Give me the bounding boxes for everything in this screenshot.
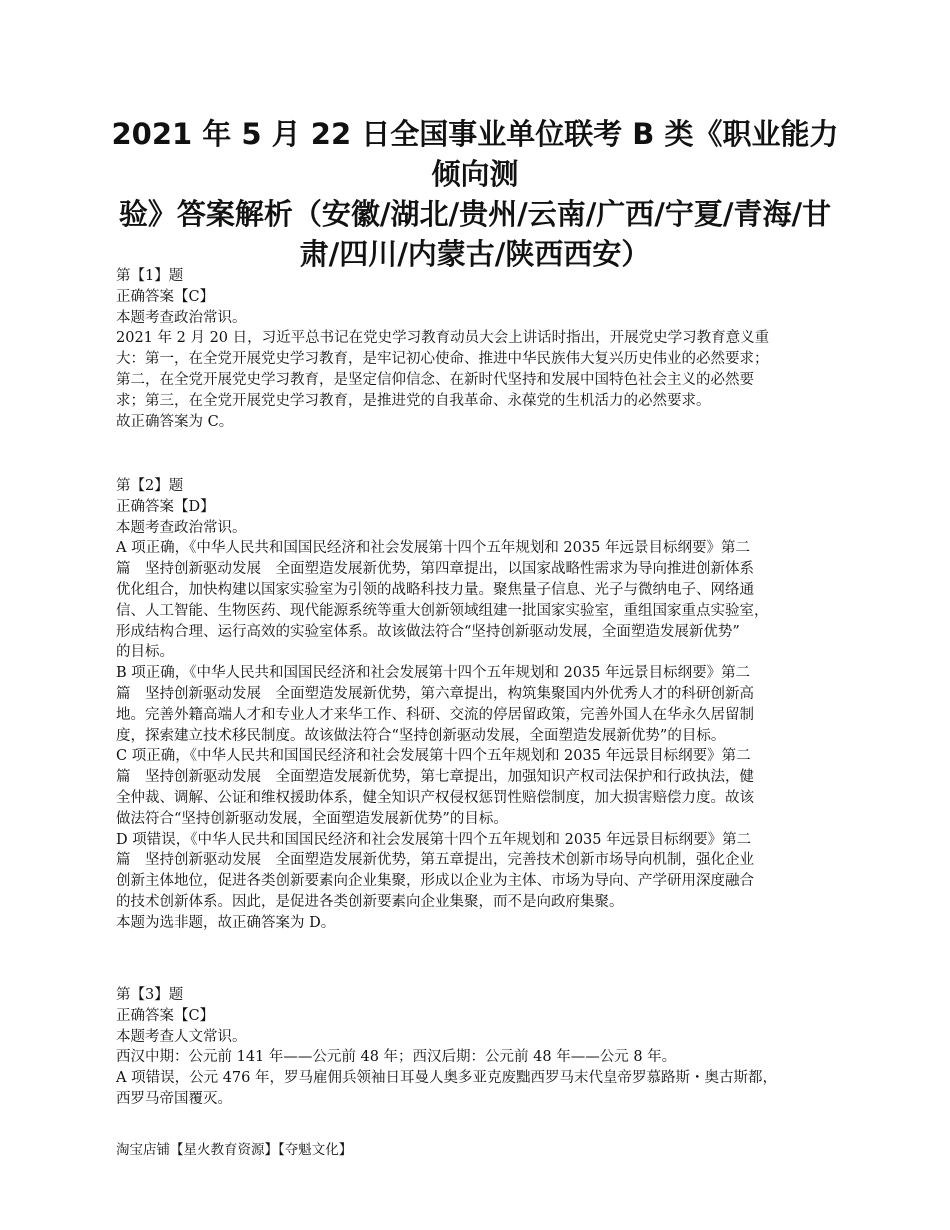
explanation-line: 求；第三，在全党开展党史学习教育，是推进党的自我革命、永葆党的生机活力的必然要求。 (116, 392, 711, 409)
title-line: 2021 年 5 月 22 日全国事业单位联考 B 类《职业能力倾向测 (111, 117, 839, 191)
explanation-line: 本题考查人文常识。 (116, 1028, 247, 1045)
explanation-line: 第二，在全党开展党史学习教育，是坚定信仰信念、在新时代坚持和发展中国特色社会主义的必然要 (116, 371, 754, 388)
explanation-line: 创新主体地位，促进各类创新要素向企业集聚，形成以企业为主体、市场为导向、产学研用深度融合 (116, 873, 754, 890)
correct-answer: 正确答案【C】 (116, 288, 215, 305)
explanation-line: 度，探索建立技术移民制度。故该做法符合“坚持创新驱动发展，全面塑造发展新优势”的目标。 (116, 727, 726, 744)
explanation-line: 篇 坚持创新驱动发展 全面塑造发展新优势，第五章提出，完善技术创新市场导向机制，强化企业 (116, 852, 754, 869)
question-1 (116, 266, 841, 432)
title-line: 验》答案解析（安徽/湖北/贵州/云南/广西/宁夏/青海/甘 (118, 197, 832, 231)
title-line: 肃/四川/内蒙古/陕西西安） (299, 237, 651, 271)
explanation-line: 大：第一，在全党开展党史学习教育，是牢记初心使命、推进中华民族伟大复兴历史伟业的必然要求； (116, 351, 769, 368)
explanation-line: A 项正确，《中华人民共和国国民经济和社会发展第十四个五年规划和 2035 年远景目标纲要》第二 (116, 540, 750, 557)
explanation-line: 篇 坚持创新驱动发展 全面塑造发展新优势，第四章提出，以国家战略性需求为导向推进创新体系 (116, 561, 754, 578)
explanation-line: D 项错误，《中华人民共和国国民经济和社会发展第十四个五年规划和 2035 年远景目标纲要》第二 (116, 831, 752, 848)
explanation-line: 篇 坚持创新驱动发展 全面塑造发展新优势，第六章提出，构筑集聚国内外优秀人才的科研创新高 (116, 685, 754, 702)
explanation-line: 全仲裁、调解、公证和维权援助体系，健全知识产权侵权惩罚性赔偿制度，加大损害赔偿力度。故该 (116, 789, 754, 806)
question-heading: 第【2】题 (116, 478, 184, 494)
explanation-line: 的目标。 (116, 644, 174, 661)
explanation-line: 故正确答案为 C。 (116, 413, 234, 430)
question-heading: 第【1】题 (116, 268, 184, 284)
question-2 (116, 476, 841, 934)
page-footer: 淘宝店铺【星火教育资源】【夺魁文化】 (116, 1142, 353, 1158)
explanation-line: 2021 年 2 月 20 日，习近平总书记在党史学习教育动员大会上讲话时指出，开展党史学习教育意义重 (116, 330, 770, 347)
document-title (105, 114, 845, 274)
explanation-line: 信、人工智能、生物医药、现代能源系统等重大创新领域组建一批国家实验室，重组国家重点实验室， (116, 602, 769, 619)
question-heading: 第【3】题 (116, 987, 184, 1003)
explanation-line: 做法符合“坚持创新驱动发展，全面塑造发展新优势”的目标。 (116, 810, 508, 827)
explanation-line: C 项正确，《中华人民共和国国民经济和社会发展第十四个五年规划和 2035 年远景目标纲要》第二 (116, 748, 751, 765)
explanation-line: 本题考查政治常识。 (116, 309, 247, 326)
question-3 (116, 985, 841, 1110)
explanation-line: A 项错误，公元 476 年，罗马雇佣兵领袖日耳曼人奥多亚克废黜西罗马末代皇帝罗慕路斯・奥古斯都， (116, 1070, 777, 1087)
explanation-line: 的技术创新体系。因此，是促进各类创新要素向企业集聚，而不是向政府集聚。 (116, 893, 624, 910)
explanation-line: 篇 坚持创新驱动发展 全面塑造发展新优势，第七章提出，加强知识产权司法保护和行政执法，健 (116, 769, 754, 786)
correct-answer: 正确答案【C】 (116, 1007, 215, 1024)
explanation-line: B 项正确，《中华人民共和国国民经济和社会发展第十四个五年规划和 2035 年远景目标纲要》第二 (116, 665, 751, 682)
explanation-line: 本题为选非题，故正确答案为 D。 (116, 914, 336, 931)
explanation-line: 优化组合，加快构建以国家实验室为引领的战略科技力量。聚焦量子信息、光子与微纳电子、网络通 (116, 581, 754, 598)
explanation-line: 地。完善外籍高端人才和专业人才来华工作、科研、交流的停居留政策，完善外国人在华永久居留制 (116, 706, 754, 723)
explanation-line: 西罗马帝国覆灭。 (116, 1090, 232, 1107)
correct-answer: 正确答案【D】 (116, 498, 215, 515)
explanation-line: 西汉中期：公元前 141 年——公元前 48 年；西汉后期：公元前 48 年——公元 8 年。 (116, 1049, 677, 1066)
explanation-line: 本题考查政治常识。 (116, 519, 247, 536)
explanation-line: 形成结构合理、运行高效的实验室体系。故该做法符合“坚持创新驱动发展，全面塑造发展新优势” (116, 623, 740, 640)
